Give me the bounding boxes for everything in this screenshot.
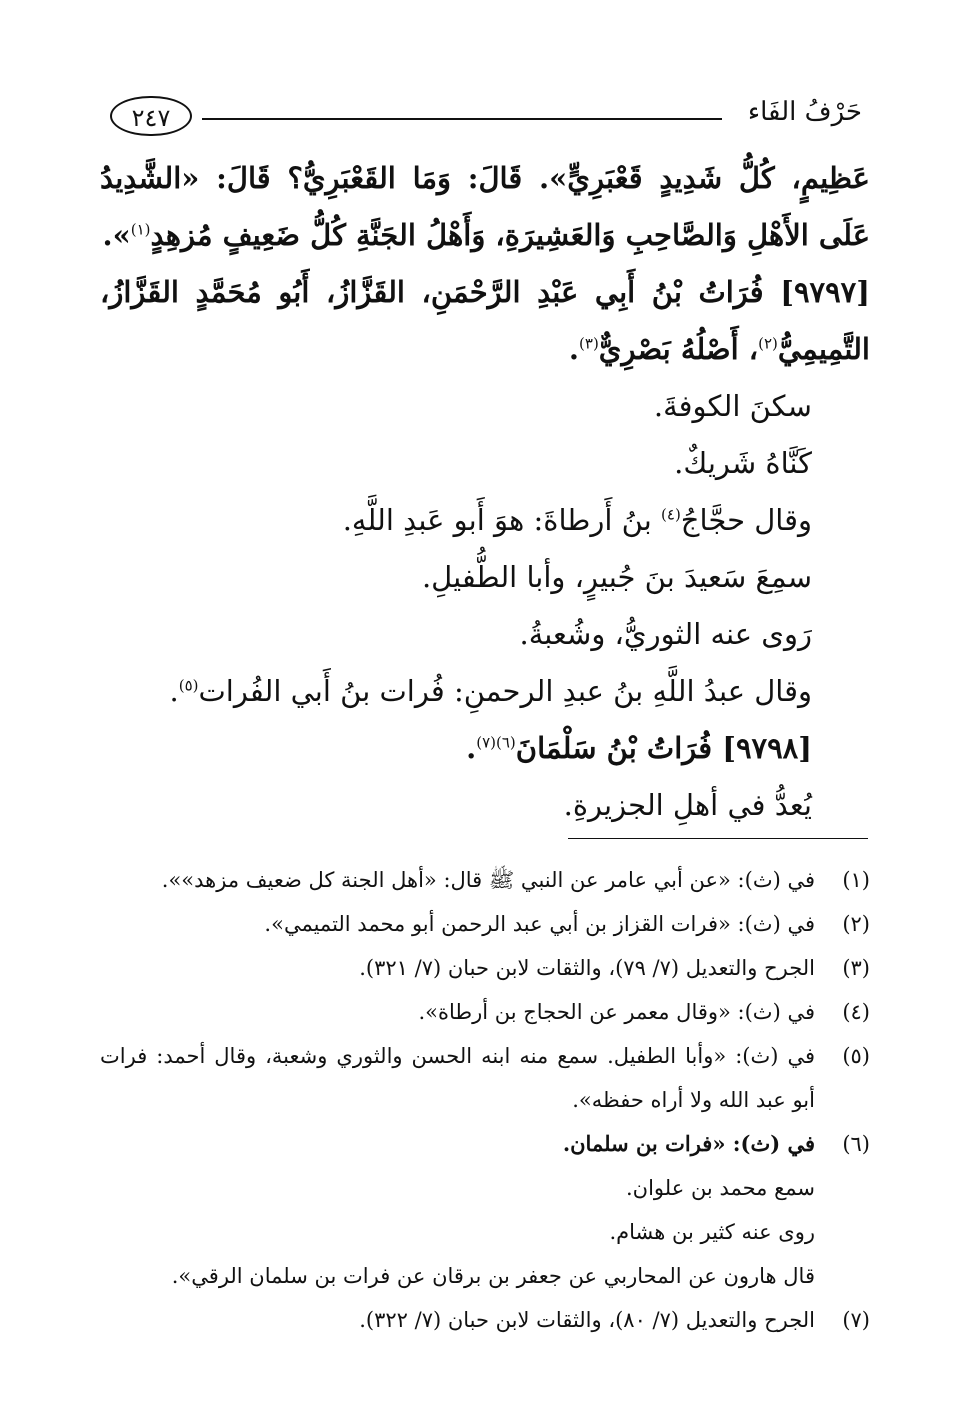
footnote-item <box>100 1034 870 1122</box>
footnote-subline: روى عنه كثير بن هشام. <box>609 1220 815 1244</box>
text-punct: ». <box>102 218 131 252</box>
text-line: رَوى عنه الثوريُّ، وشُعبةُ. <box>519 617 812 651</box>
footnote-number: (٣) <box>842 956 870 980</box>
text-line: كَنَّاهُ شَريكٌ. <box>674 446 812 480</box>
footnote-number: (٧) <box>842 1308 870 1332</box>
footnote-item <box>100 1298 870 1342</box>
footnote-item <box>100 1122 870 1166</box>
text-punct: . <box>568 332 580 366</box>
text-punct: . <box>466 731 477 765</box>
footnote-number: (٢) <box>842 912 870 936</box>
text-line: سكنَ الكوفةَ. <box>653 389 812 423</box>
footnote-text: في (ث): «وأبا الطفيل. سمع منه ابنه الحسن والثوري وشعبة، وقال أحمد: فرات أبو عبد الله ولا أراه حفظه». <box>100 1044 815 1112</box>
footnote-number: (٤) <box>842 1000 870 1024</box>
footnote-ref: (٤) <box>661 505 681 524</box>
text-segment: وقال حجَّاجُ <box>680 503 812 537</box>
running-title: حَرْفُ الفَاء <box>747 97 862 127</box>
text-line: وَالصَّاحِبِ وَالعَشِيرَةِ، وَأَهْلُ الجَنَّةِ كُلُّ ضَعِيفٍ مُزهِدٍ <box>150 218 737 252</box>
footnote-item <box>100 990 870 1034</box>
footnote-text: في (ث): «عن أبي عامر عن النبي ﷺ قال: «أهل الجنة كل ضعيف مزهد»». <box>161 868 815 892</box>
footnote-number: (١) <box>842 868 870 892</box>
footnote-subline: سمع محمد بن علوان. <box>626 1176 815 1200</box>
footnote-ref: (٣) <box>579 334 599 353</box>
text-segment: وقال عبدُ اللَّهِ بنُ عبدِ الرحمنِ: فُرات بنُ أَبي الفُرات <box>198 674 812 708</box>
text-segment: . <box>169 674 179 708</box>
entry-heading-9798 <box>100 720 870 777</box>
footnote-text: في (ث): «فرات بن سلمان. <box>562 1131 815 1156</box>
text-line: عَظِيمٍ، كُلُّ شَدِيدٍ قَعْبَرِيٍّ». قَالَ: وَمَا القَعْبَرِيُّ؟ قَالَ: «الشَّدِيدُ عَلَى الأَهْلِ <box>100 161 870 252</box>
paragraph-continuation <box>100 150 870 264</box>
footnote-subline: قال هارون عن المحاربي عن جعفر بن برقان عن فرات بن سلمان الرقي». <box>171 1264 815 1288</box>
page-header <box>110 92 862 142</box>
footnote-ref: (٥) <box>178 676 199 695</box>
footnote-ref: (٦)(٧) <box>476 733 516 752</box>
main-text <box>100 150 870 834</box>
footnote-text: في (ث): «فرات القزاز بن أبي عبد الرحمن أبو محمد التميمي». <box>264 912 815 936</box>
text-line <box>100 492 870 549</box>
text-line: يُعدُّ في أهلِ الجزيرةِ. <box>563 788 812 822</box>
entry-title: [٩٧٩٧] فُرَاتُ بْنُ أَبِي عَبْدِ الرَّحْمَنِ، القَزَّازُ، أَبُو مُحَمَّدٍ القَزَّازُ، <box>100 275 870 309</box>
text-line: سمِعَ سَعيدَ بنَ جُبيرٍ، وأبا الطُّفيلِ. <box>421 560 812 594</box>
footnote-ref: (٢) <box>758 334 778 353</box>
footnote-ref: (١) <box>130 220 151 239</box>
text-segment: بنُ أَرطاةَ: هوَ أَبو عَبدِ اللَّهِ. <box>342 503 662 537</box>
footnote-text: الجرح والتعديل (٧/ ٨٠)، والثقات لابن حبان (٧/ ٣٢٢). <box>359 1308 815 1332</box>
footnote-item <box>100 946 870 990</box>
footnote-number: (٥) <box>842 1044 870 1068</box>
header-rule <box>202 118 722 120</box>
footnote-text: في (ث): «وقال معمر عن الحجاج بن أرطاة». <box>418 1000 815 1024</box>
entry-nisba: التَّمِيمِيُّ <box>777 332 870 366</box>
text-line <box>100 663 870 720</box>
footnote-text: الجرح والتعديل (٧/ ٧٩)، والثقات لابن حبان (٧/ ٣٢١). <box>359 956 815 980</box>
footnote-item <box>100 902 870 946</box>
footnote-separator <box>568 838 868 839</box>
footnote-number: (٦) <box>842 1132 870 1156</box>
page-number: ٢٤٧ <box>110 96 192 136</box>
entry-heading-9797 <box>100 264 870 378</box>
entry-origin: ، أَصْلُهُ بَصْرِيٌّ <box>598 332 759 366</box>
footnote-item <box>100 858 870 902</box>
footnotes <box>100 858 870 1342</box>
entry-title: [٩٧٩٨] فُرَاتُ بْنُ سَلْمَانَ <box>515 731 812 765</box>
